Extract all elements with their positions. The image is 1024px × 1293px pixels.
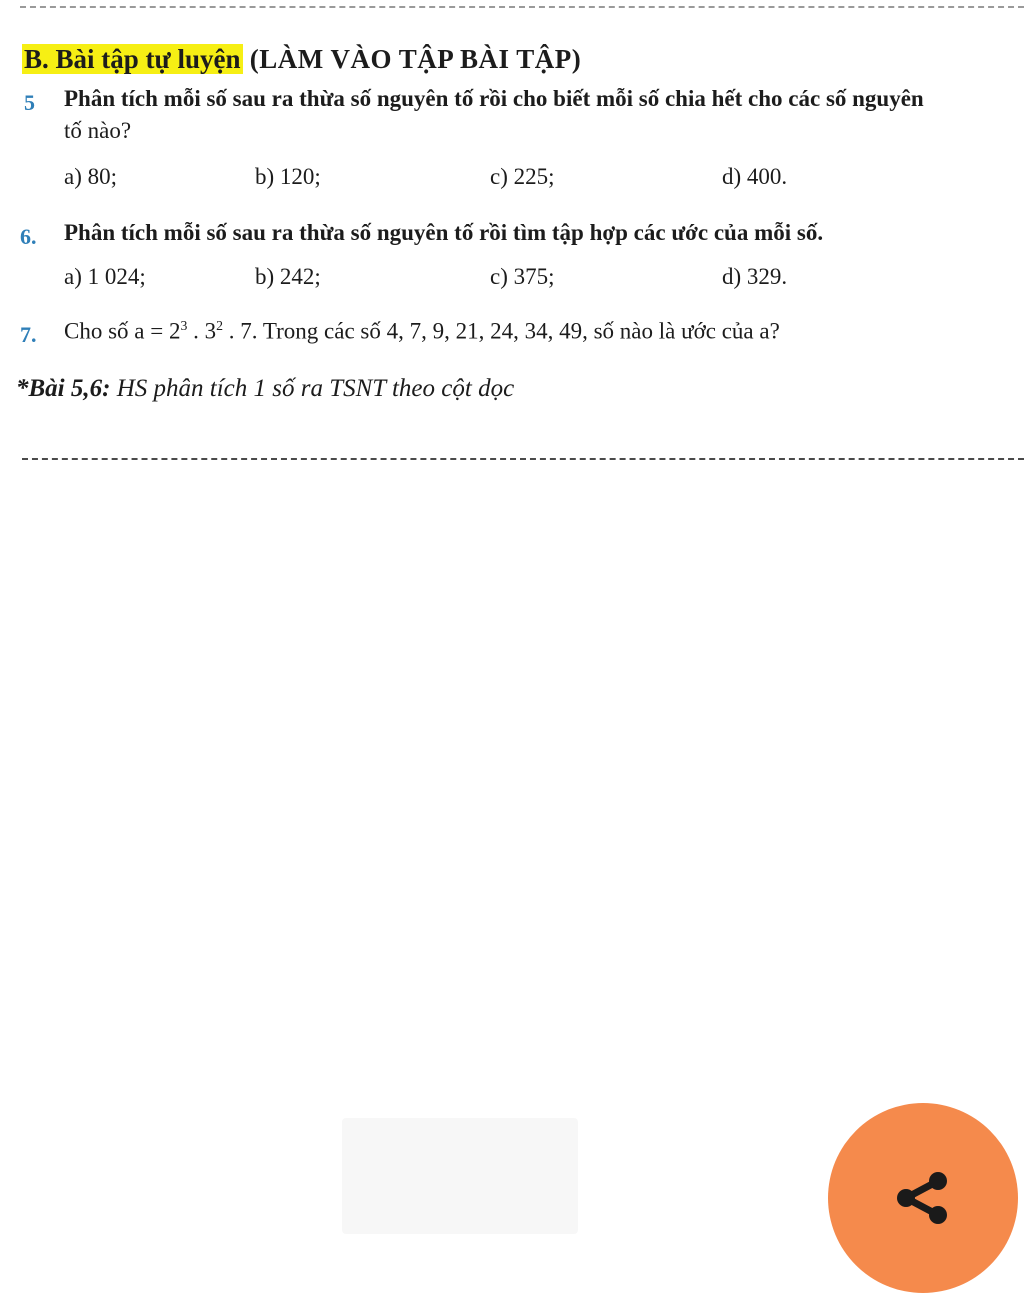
exercise-5-option-a: a) 80; (64, 164, 118, 189)
top-dashed-divider (20, 6, 1024, 8)
exercise-5-option-c: c) 225; (490, 164, 555, 189)
exercise-6-option-a: a) 1 024; (64, 264, 146, 289)
faint-overlay-box (342, 1118, 578, 1234)
teacher-note-text: HS phân tích 1 số ra TSNT theo cột dọc (110, 375, 515, 402)
section-title-rest: (LÀM VÀO TẬP BÀI TẬP) (242, 44, 582, 74)
exercise-7-suffix: . 7. Trong các số 4, 7, 9, 21, 24, 34, 49, số nào là ước của a? (223, 318, 780, 344)
share-button[interactable] (828, 1103, 1018, 1293)
exercise-5-text-line2: tố nào? (64, 118, 132, 143)
exercise-5-option-d: d) 400. (722, 164, 788, 189)
exercise-6-text: Phân tích mỗi số sau ra thừa số nguyên tố rồi tìm tập hợp các ước của mỗi số. (64, 220, 824, 245)
exercise-7-mid: . 3 (187, 318, 217, 344)
section-title-highlight: B. Bài tập tự luyện (24, 44, 241, 74)
exercise-7-exponent-2: 2 (216, 318, 224, 333)
share-icon (894, 1169, 952, 1227)
exercise-7-text (64, 318, 780, 345)
exercise-5-number: 5 (24, 90, 35, 115)
exercise-5-text-line1: Phân tích mỗi số sau ra thừa số nguyên tố rồi cho biết mỗi số chia hết cho các số nguyên (64, 86, 924, 111)
exercise-6-number: 6. (20, 224, 37, 249)
exercise-7-exponent-1: 3 (180, 318, 188, 333)
section-heading (22, 44, 581, 75)
teacher-note (16, 375, 514, 403)
exercise-6-option-c: c) 375; (490, 264, 555, 289)
teacher-note-label: *Bài 5,6: (16, 375, 111, 402)
exercise-7-number: 7. (20, 322, 37, 347)
exercise-6-option-d: d) 329. (722, 264, 788, 289)
middle-dashed-divider (22, 458, 1024, 460)
exercise-6-option-b: b) 242; (255, 264, 321, 289)
exercise-5-option-b: b) 120; (255, 164, 321, 189)
exercise-7-prefix: Cho số a = 2 (64, 318, 181, 344)
